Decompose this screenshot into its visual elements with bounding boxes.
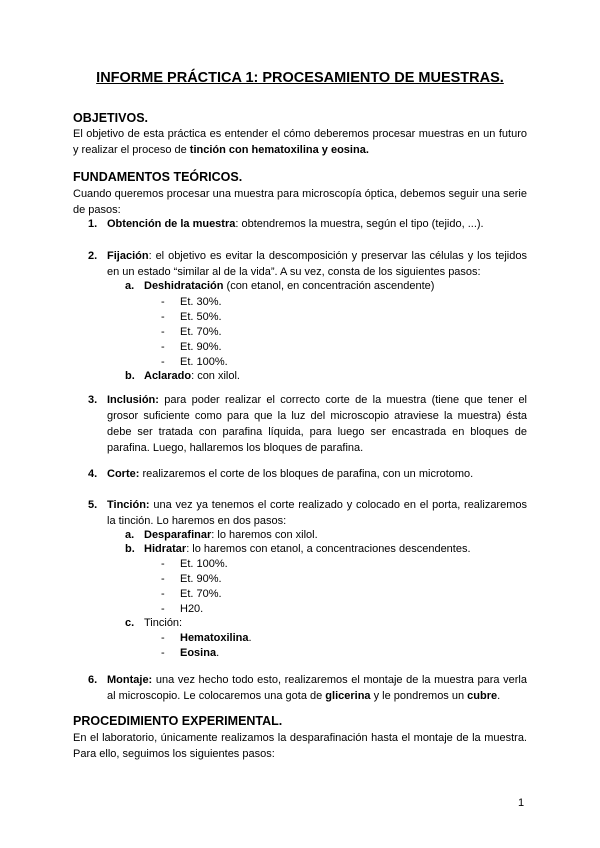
list-item-text-3: . — [497, 690, 501, 702]
objetivos-heading: OBJETIVOS. — [73, 111, 149, 125]
list-item-text: realizaremos el corte de los bloques de parafina, con un microtomo. — [139, 468, 474, 480]
dash-item-text: Et. 70%. — [180, 326, 222, 338]
procedimiento-heading: PROCEDIMIENTO EXPERIMENTAL. — [73, 714, 283, 728]
list-item-3 — [88, 392, 527, 456]
list-item-number: 2. — [88, 250, 98, 262]
sub-item-letter: c. — [125, 617, 135, 629]
list-item-5 — [88, 497, 527, 529]
sub-item-letter: b. — [125, 543, 135, 555]
list-item-number: 5. — [88, 499, 98, 511]
sub-item-5b — [125, 541, 471, 557]
dash-item: - Et. 50%. — [161, 311, 222, 323]
list-item-4 — [88, 466, 527, 482]
sub-item-letter: a. — [125, 280, 135, 292]
sub-item-text: : lo haremos con etanol, a concentraciones descendentes. — [186, 543, 471, 555]
sub-item-text: Tinción: — [144, 617, 183, 629]
sub-item-2a — [125, 278, 434, 294]
list-item-text: una vez hecho todo esto, realizaremos el montaje de la muestra para verla al microscopio. Le colocaremos una gota de — [107, 674, 527, 702]
sub-item-bold: Hidratar — [144, 543, 187, 555]
dash-item: - Et. 90%. — [161, 341, 222, 353]
dash-item-bold: Eosina — [180, 647, 217, 659]
list-item-number: 1. — [88, 218, 98, 230]
page-title: INFORME PRÁCTICA 1: PROCESAMIENTO DE MUESTRAS. — [96, 70, 504, 86]
sub-item-bold: Desparafinar — [144, 529, 212, 541]
objetivos-bold: tinción con hematoxilina y eosina. — [189, 144, 369, 156]
sub-item-text: (con etanol, en concentración ascendente) — [223, 280, 435, 292]
dash-item: - Et. 90%. — [161, 573, 222, 585]
dash-item-text: Et. 90%. — [180, 341, 222, 353]
sub-item-bold: Deshidratación — [144, 280, 224, 292]
fundamentos-heading: FUNDAMENTOS TEÓRICOS. — [73, 170, 243, 184]
list-item-bold: Obtención de la muestra — [107, 218, 236, 230]
dash-item: - Et. 70%. — [161, 588, 222, 600]
list-item-text: : el objetivo es evitar la descomposición y preservar las células y los tejidos en un estado “similar al de la vida”. A su vez, consta de los siguientes pasos: — [107, 250, 527, 278]
procedimiento-paragraph: En el laboratorio, únicamente realizamos la desparafinación hasta el montaje de la muestra. Para ello, seguimos los siguientes pasos: — [73, 732, 527, 760]
dash-item-text: Et. 30%. — [180, 296, 222, 308]
list-item-number: 6. — [88, 674, 98, 686]
list-item-2 — [88, 248, 527, 280]
list-item-text-2: y le pondremos un — [370, 690, 468, 702]
dash-item: - Eosina. — [161, 647, 220, 659]
list-item-bold-2: glicerina — [325, 690, 371, 702]
sub-item-2b — [125, 368, 240, 384]
dash-item-text: Et. 90%. — [180, 573, 222, 585]
list-item-bold: Corte: — [107, 468, 140, 480]
sub-item-5c — [125, 615, 182, 631]
list-item-text: para poder realizar el correcto corte de la muestra (tiene que tener el grosor suficiente como para que la luz del microscopio atraviese la muestra) ésta debe ser tratada con parafina líquida, para luego ser encastrada en bloques de parafina. Luego, hallaremos los bloques de parafina. — [107, 394, 527, 454]
list-item-bold: Tinción: — [107, 499, 150, 511]
dash-item-text: Et. 50%. — [180, 311, 222, 323]
dash-item: - Et. 100%. — [161, 356, 228, 368]
dash-item-bold: Hematoxilina — [180, 632, 249, 644]
sub-item-letter: b. — [125, 370, 135, 382]
sub-item-text: : con xilol. — [191, 370, 240, 382]
dash-item-text: Et. 100%. — [180, 558, 228, 570]
list-item-1 — [88, 216, 527, 232]
list-item-bold: Fijación — [107, 250, 149, 262]
sub-item-text: : lo haremos con xilol. — [211, 529, 318, 541]
objetivos-text: El objetivo de esta práctica es entender el cómo deberemos procesar muestras en un futuro y realizar el proceso de — [73, 128, 527, 156]
list-item-bold-3: cubre — [467, 690, 498, 702]
dash-item-text: H20. — [180, 603, 204, 615]
list-item-text: : obtendremos la muestra, según el tipo (tejido, ...). — [235, 218, 484, 230]
dash-item: - Hematoxilina. — [161, 632, 252, 644]
list-item-number: 3. — [88, 394, 98, 406]
dash-item: - Et. 70%. — [161, 326, 222, 338]
fundamentos-intro: Cuando queremos procesar una muestra para microscopía óptica, debemos seguir una serie de pasos: — [73, 188, 527, 216]
page-number: 1 — [518, 797, 525, 809]
dash-item-text: Et. 70%. — [180, 588, 222, 600]
list-item-bold: Inclusión: — [107, 394, 159, 406]
sub-item-bold: Aclarado — [144, 370, 192, 382]
objetivos-paragraph — [73, 126, 527, 158]
dash-item: - Et. 100%. — [161, 558, 228, 570]
list-item-bold: Montaje: — [107, 674, 153, 686]
list-item-number: 4. — [88, 468, 98, 480]
dash-item-text: Et. 100%. — [180, 356, 228, 368]
dash-item: - H20. — [161, 603, 204, 615]
sub-item-letter: a. — [125, 529, 135, 541]
list-item-text: una vez ya tenemos el corte realizado y colocado en el porta, realizaremos la tinción. Lo haremos en dos pasos: — [107, 499, 527, 527]
dash-item: - Et. 30%. — [161, 296, 222, 308]
list-item-6 — [88, 672, 527, 704]
